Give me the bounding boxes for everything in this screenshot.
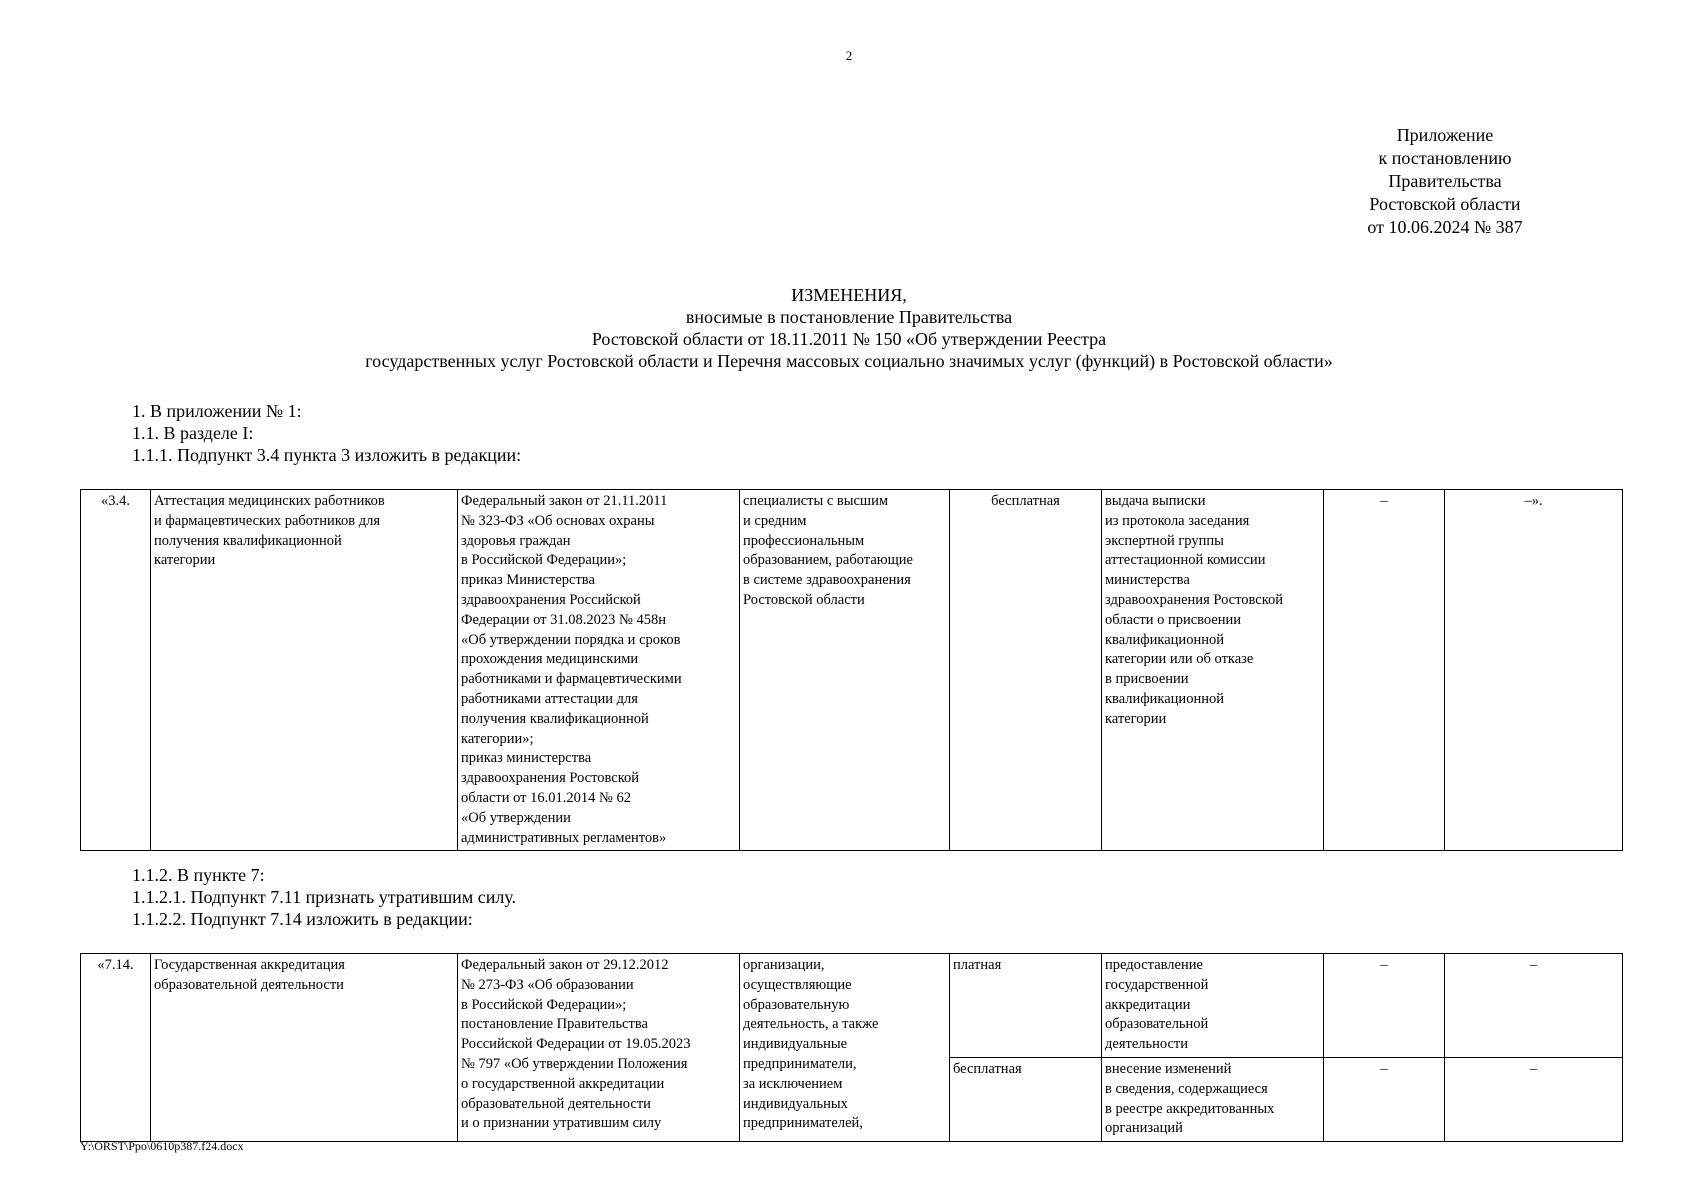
text-line: Аттестация медицинских работников [154,493,385,509]
text-line: приказ Министерства [461,572,595,589]
text-line: индивидуальных [743,1095,848,1112]
appendix-line: от 10.06.2024 № 387 [1367,217,1523,237]
text-line: работниками аттестации для [461,690,638,707]
text-line: категории [154,552,216,569]
text-line: аккредитации [1105,996,1191,1013]
text-line: из протокола заседания [1105,512,1250,529]
text-line: Государственная аккредитация [154,957,345,973]
text-line: в реестре аккредитованных [1105,1100,1275,1117]
file-path-footer: Y:\ORST\Ppo\0610p387.f24.docx [80,1139,244,1153]
cell-col8: –». [1445,490,1623,851]
cell-legal-basis [458,490,740,851]
text-line: Ростовской области [743,591,865,608]
text-line: в Российской Федерации»; [461,552,627,569]
item-1-1-2-1: 1.1.2.1. Подпункт 7.11 признать утратившим силу. [132,887,517,907]
item-1-1-1: 1.1.1. Подпункт 3.4 пункта 3 изложить в редакции: [132,445,522,465]
text-line: и средним [743,512,807,529]
text-line: постановление Правительства [461,1016,648,1033]
text-line: организаций [1105,1120,1183,1137]
text-line: здравоохранения Ростовской [1105,591,1284,608]
text-line: № 797 «Об утверждении Положения [461,1055,688,1072]
text-line: государственной [1105,976,1209,993]
cell-service-name [151,954,458,1142]
cell-recipients [740,954,950,1142]
text-line: предоставление [1105,957,1203,973]
appendix-line: Правительства [1388,171,1502,191]
item-1-1-2: 1.1.2. В пункте 7: [132,865,265,885]
cell-result [1102,954,1324,1058]
cell-col8: – [1445,1057,1623,1141]
text-line: образовательной деятельности [461,1095,651,1112]
table-subitem-3-4 [80,489,1623,851]
cell-number: «7.14. [81,954,151,1142]
item-1-1: 1.1. В разделе I: [132,423,254,443]
page-number: 2 [845,48,853,63]
appendix-line: Ростовской области [1369,194,1521,214]
text-line: № 323-ФЗ «Об основах охраны [461,512,655,529]
text-line: области о присвоении [1105,611,1242,628]
text-line: деятельности [1105,1036,1189,1053]
text-line: в Российской Федерации»; [461,996,627,1013]
cell-payment: платная [950,954,1102,1058]
text-line: здравоохранения Российской [461,591,641,608]
cell-recipients [740,490,950,851]
text-line: образованием, работающие [743,552,913,569]
text-line: предприниматели, [743,1055,857,1072]
text-line: выдача выписки [1105,493,1206,509]
text-line: образовательной [1105,1016,1209,1033]
cell-number: «3.4. [81,490,151,851]
cell-result [1102,490,1324,851]
text-line: Федеральный закон от 21.11.2011 [461,493,668,509]
text-line: в присвоении [1105,671,1189,688]
text-line: индивидуальные [743,1036,848,1053]
appendix-line: Приложение [1396,125,1494,145]
text-line: деятельность, а также [743,1016,879,1033]
text-line: прохождения медицинскими [461,651,639,668]
cell-payment: бесплатная [950,1057,1102,1141]
text-line: Федеральный закон от 29.12.2012 [461,957,669,973]
text-line: в сведения, содержащиеся [1105,1080,1268,1097]
text-line: предпринимателей, [743,1115,863,1132]
document-heading [0,284,1698,372]
text-line: получения квалификационной [154,532,342,549]
cell-col7: – [1324,954,1445,1058]
cell-payment: бесплатная [950,490,1102,851]
cell-legal-basis [458,954,740,1142]
text-line: квалификационной [1105,690,1224,707]
text-line: «Об утверждении [461,809,571,826]
text-line: здравоохранения Ростовской [461,770,640,787]
text-line: о государственной аккредитации [461,1075,665,1092]
text-line: области от 16.01.2014 № 62 [461,789,631,806]
text-line: Российской Федерации от 19.05.2023 [461,1036,691,1053]
heading-title: ИЗМЕНЕНИЯ, [791,285,907,305]
text-line: в системе здравоохранения [743,572,911,589]
cell-result [1102,1057,1324,1141]
table-row [81,490,1623,851]
cell-col7: – [1324,490,1445,851]
text-line: «Об утверждении порядка и сроков [461,631,681,648]
text-line: квалификационной [1105,631,1224,648]
text-line: категории или об отказе [1105,651,1254,668]
text-line: министерства [1105,572,1190,589]
text-line: № 273-ФЗ «Об образовании [461,976,634,993]
text-line: и о признании утратившим силу [461,1115,662,1132]
text-line: категории»; [461,730,534,747]
heading-line: вносимые в постановление Правительства [685,307,1013,327]
heading-line: Ростовской области от 18.11.2011 № 150 «Об утверждении Реестра [591,329,1107,349]
item-1: 1. В приложении № 1: [132,401,302,421]
text-line: и фармацевтических работников для [154,512,381,529]
cell-col8: – [1445,954,1623,1058]
text-line: категории [1105,710,1167,727]
text-line: образовательной деятельности [154,976,344,993]
table-subitem-7-14 [80,953,1623,1142]
text-line: образовательную [743,996,850,1013]
text-line: получения квалификационной [461,710,649,727]
text-line: Федерации от 31.08.2023 № 458н [461,611,666,628]
text-line: аттестационной комиссии [1105,552,1266,569]
table-row [81,954,1623,1058]
text-line: за исключением [743,1075,843,1092]
text-line: экспертной группы [1105,532,1224,549]
text-line: специалисты с высшим [743,493,889,509]
text-line: здоровья граждан [461,532,571,549]
cell-col7: – [1324,1057,1445,1141]
item-1-1-2-2: 1.1.2.2. Подпункт 7.14 изложить в редакции: [132,909,473,929]
text-line: внесение изменений [1105,1060,1232,1077]
text-line: работниками и фармацевтическими [461,671,682,688]
cell-service-name [151,490,458,851]
text-line: административных регламентов» [461,829,667,846]
text-line: осуществляющие [743,976,852,993]
appendix-line: к постановлению [1378,148,1512,168]
text-line: профессиональным [743,532,865,549]
appendix-block [1340,124,1550,239]
heading-line: государственных услуг Ростовской области и Перечня массовых социально значимых услуг (функций) в Ростовской области» [365,351,1333,371]
text-line: организации, [743,957,825,973]
text-line: приказ министерства [461,750,592,767]
